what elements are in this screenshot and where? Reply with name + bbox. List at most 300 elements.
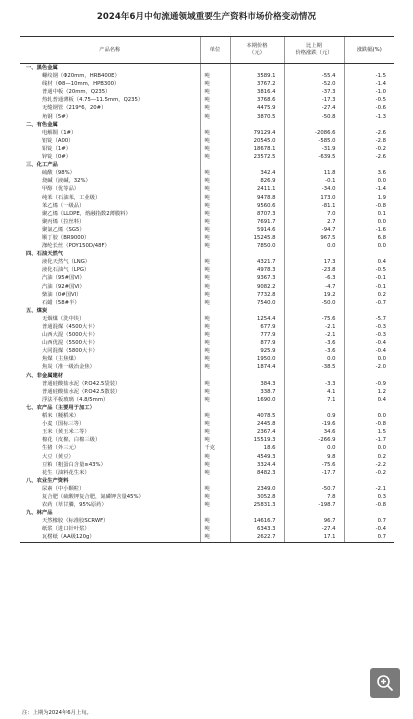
pct-cell: [344, 509, 394, 517]
pct-cell: -0.4: [344, 339, 394, 347]
unit-cell: 吨: [200, 72, 230, 80]
pct-cell: 6.8: [344, 234, 394, 242]
table-row: [20, 226, 394, 234]
pct-cell: -0.2: [344, 469, 394, 477]
change-cell: -2.1: [284, 323, 344, 331]
pct-cell: -0.8: [344, 501, 394, 509]
header-product: 产品名称: [20, 37, 200, 64]
table-row: [20, 283, 394, 291]
price-cell: [230, 121, 284, 129]
unit-cell: [200, 477, 230, 485]
table-row: [20, 331, 394, 339]
unit-cell: [200, 509, 230, 517]
product-name: 焦煤（主焦煤）: [42, 356, 80, 363]
product-name: 无烟煤（洗中块）: [42, 315, 85, 322]
change-cell: [284, 307, 344, 315]
pct-cell: -0.8: [344, 202, 394, 210]
pct-cell: 0.4: [344, 396, 394, 404]
table-row: [20, 453, 394, 461]
unit-cell: 吨: [200, 388, 230, 396]
product-name: 尿素（中小颗粒）: [42, 485, 85, 492]
product-name: 一、黑色金属: [26, 65, 58, 71]
product-name: 二、有色金属: [26, 121, 58, 128]
product-name: 甲醇（优等品）: [42, 186, 80, 193]
change-cell: [284, 477, 344, 485]
unit-cell: 吨: [200, 266, 230, 274]
table-row: [20, 501, 394, 509]
table-row: [20, 380, 394, 388]
product-name: 五、煤炭: [26, 307, 48, 314]
pct-cell: -0.1: [344, 283, 394, 291]
product-name: 普通硅酸盐水泥（P.O42.5散装）: [42, 388, 121, 395]
product-name: 棉花（皮棉，白棉三级）: [42, 437, 101, 444]
change-cell: -27.4: [284, 104, 344, 112]
change-cell: -266.9: [284, 436, 344, 444]
table-row: [20, 137, 394, 145]
price-cell: 20545.0: [230, 137, 284, 145]
pct-cell: -2.6: [344, 129, 394, 137]
table-row: [20, 177, 394, 185]
section-row: [20, 250, 394, 258]
unit-cell: [200, 64, 230, 73]
price-cell: 3324.4: [230, 461, 284, 469]
change-cell: 2.7: [284, 218, 344, 226]
pct-cell: -2.0: [344, 363, 394, 371]
unit-cell: 吨: [200, 469, 230, 477]
price-cell: [230, 477, 284, 485]
table-row: [20, 420, 394, 428]
change-cell: -639.5: [284, 153, 344, 161]
price-cell: 9367.3: [230, 274, 284, 282]
price-cell: 4078.5: [230, 412, 284, 420]
change-cell: -37.3: [284, 88, 344, 96]
pct-cell: -0.7: [344, 299, 394, 307]
change-cell: -34.0: [284, 185, 344, 193]
table-row: [20, 129, 394, 137]
price-cell: 7850.0: [230, 242, 284, 250]
section-row: [20, 64, 394, 73]
product-name: 苯乙烯（一级品）: [42, 202, 85, 209]
pct-cell: -1.3: [344, 113, 394, 121]
change-cell: -17.7: [284, 469, 344, 477]
zoom-in-button[interactable]: [370, 668, 400, 698]
table-row: [20, 412, 394, 420]
table-row: [20, 242, 394, 250]
change-cell: [284, 509, 344, 517]
table-row: [20, 517, 394, 525]
pct-cell: 0.0: [344, 242, 394, 250]
pct-cell: -0.3: [344, 331, 394, 339]
product-name: 九、林产品: [26, 510, 53, 517]
price-cell: 14616.7: [230, 517, 284, 525]
change-cell: 0.0: [284, 355, 344, 363]
header-unit: 单位: [200, 37, 230, 64]
pct-cell: -0.4: [344, 525, 394, 533]
price-cell: 3870.5: [230, 113, 284, 121]
pct-cell: -0.4: [344, 347, 394, 355]
table-row: [20, 533, 394, 542]
unit-cell: 吨: [200, 129, 230, 137]
change-cell: 0.0: [284, 242, 344, 250]
price-cell: 826.9: [230, 177, 284, 185]
unit-cell: 吨: [200, 218, 230, 226]
pct-cell: 0.1: [344, 210, 394, 218]
price-cell: [230, 509, 284, 517]
change-cell: 9.8: [284, 453, 344, 461]
change-cell: -50.7: [284, 485, 344, 493]
table-row: [20, 323, 394, 331]
unit-cell: 吨: [200, 258, 230, 266]
change-cell: -2086.6: [284, 129, 344, 137]
unit-cell: 吨: [200, 420, 230, 428]
price-cell: 777.9: [230, 331, 284, 339]
pct-cell: -1.0: [344, 88, 394, 96]
product-name: 聚氯乙烯（SG5）: [42, 226, 85, 233]
price-cell: 79129.4: [230, 129, 284, 137]
zoom-in-icon: [376, 674, 394, 692]
pct-cell: [344, 372, 394, 380]
table-row: [20, 469, 394, 477]
price-cell: 8482.3: [230, 469, 284, 477]
price-cell: 1874.4: [230, 363, 284, 371]
product-name: 山西优混（5500大卡）: [42, 340, 98, 347]
change-cell: -50.0: [284, 299, 344, 307]
section-row: [20, 307, 394, 315]
unit-cell: 吨: [200, 210, 230, 218]
change-cell: [284, 250, 344, 258]
table-row: [20, 210, 394, 218]
table-row: [20, 185, 394, 193]
price-cell: 338.7: [230, 388, 284, 396]
price-cell: 4549.3: [230, 453, 284, 461]
change-cell: -0.1: [284, 177, 344, 185]
product-name: 线材（Φ8—10mm，HPB300）: [42, 81, 120, 88]
unit-cell: 吨: [200, 137, 230, 145]
unit-cell: 吨: [200, 347, 230, 355]
price-cell: 677.9: [230, 323, 284, 331]
change-cell: -52.0: [284, 80, 344, 88]
unit-cell: 吨: [200, 145, 230, 153]
product-name: 浮法平板玻璃（4.8/5mm）: [42, 396, 109, 403]
unit-cell: 吨: [200, 242, 230, 250]
product-name: 花生（油料花生米）: [42, 469, 90, 476]
change-cell: 967.5: [284, 234, 344, 242]
product-name: 硫酸（98%）: [42, 170, 75, 177]
product-name: 豆粕（粗蛋白含量≥43%）: [42, 461, 106, 468]
unit-cell: 吨: [200, 153, 230, 161]
product-name: 纸浆（进口针叶浆）: [42, 526, 90, 533]
price-cell: 18678.1: [230, 145, 284, 153]
table-row: [20, 485, 394, 493]
change-cell: 17.1: [284, 533, 344, 542]
price-cell: 7732.8: [230, 291, 284, 299]
table-row: [20, 355, 394, 363]
price-cell: 3589.1: [230, 72, 284, 80]
unit-cell: 吨: [200, 283, 230, 291]
price-cell: 6343.3: [230, 525, 284, 533]
price-cell: 2411.1: [230, 185, 284, 193]
pct-cell: -0.3: [344, 323, 394, 331]
product-name: 玉米（黄玉米二等）: [42, 429, 90, 436]
product-name: 角钢（5#）: [42, 113, 71, 120]
unit-cell: 吨: [200, 339, 230, 347]
pct-cell: 0.7: [344, 517, 394, 525]
unit-cell: 吨: [200, 177, 230, 185]
table-row: [20, 525, 394, 533]
table-row: [20, 234, 394, 242]
product-name: 普通硅酸盐水泥（P.O42.5袋装）: [42, 380, 121, 387]
price-cell: [230, 64, 284, 73]
price-cell: 7540.0: [230, 299, 284, 307]
product-name: 七、农产品（主要用于加工）: [26, 404, 95, 411]
pct-cell: -0.5: [344, 266, 394, 274]
table-row: [20, 169, 394, 177]
table-row: [20, 113, 394, 121]
unit-cell: 吨: [200, 331, 230, 339]
pct-cell: -0.8: [344, 420, 394, 428]
price-cell: 384.3: [230, 380, 284, 388]
change-cell: -75.6: [284, 461, 344, 469]
change-cell: 17.3: [284, 258, 344, 266]
product-name: 大豆（黄豆）: [42, 453, 74, 460]
product-name: 柴油（0#国VI）: [42, 291, 82, 298]
price-cell: 3816.4: [230, 88, 284, 96]
change-cell: -3.6: [284, 347, 344, 355]
unit-cell: 吨: [200, 80, 230, 88]
pct-cell: -2.2: [344, 461, 394, 469]
price-cell: 23572.5: [230, 153, 284, 161]
unit-cell: 吨: [200, 533, 230, 542]
table-row: [20, 202, 394, 210]
change-cell: [284, 404, 344, 412]
unit-cell: 吨: [200, 428, 230, 436]
pct-cell: -1.7: [344, 436, 394, 444]
unit-cell: 吨: [200, 88, 230, 96]
change-cell: -31.9: [284, 145, 344, 153]
change-cell: -585.0: [284, 137, 344, 145]
price-cell: 8707.3: [230, 210, 284, 218]
product-name: 焦炭（准一级冶金焦）: [42, 364, 95, 371]
product-name: 石蜡（58#半）: [42, 299, 80, 306]
change-cell: 4.1: [284, 388, 344, 396]
table-row: [20, 428, 394, 436]
unit-cell: [200, 307, 230, 315]
price-cell: 18.6: [230, 444, 284, 452]
pct-cell: [344, 404, 394, 412]
product-name: 生猪（外三元）: [42, 445, 80, 452]
product-name: 液化石油气（LPG）: [42, 267, 90, 274]
change-cell: [284, 121, 344, 129]
pct-cell: [344, 307, 394, 315]
price-cell: [230, 404, 284, 412]
price-cell: 3767.2: [230, 80, 284, 88]
table-row: [20, 153, 394, 161]
table-row: [20, 315, 394, 323]
pct-cell: 0.0: [344, 444, 394, 452]
table-row: [20, 218, 394, 226]
price-cell: 15245.8: [230, 234, 284, 242]
product-name: 聚乙烯（LLDPE，熔融指数2薄膜料）: [42, 210, 131, 217]
product-name: 瓦楞纸（AA级120g）: [20, 533, 200, 542]
pct-cell: [344, 121, 394, 129]
price-cell: 9560.6: [230, 202, 284, 210]
table-row: [20, 274, 394, 282]
change-cell: -27.4: [284, 525, 344, 533]
unit-cell: 吨: [200, 501, 230, 509]
header-price: 本期价格 （元）: [230, 37, 284, 64]
product-name: 汽油（95#国VI）: [42, 275, 85, 282]
change-cell: [284, 161, 344, 169]
product-name: 山西大混（5000大卡）: [42, 332, 98, 339]
unit-cell: 吨: [200, 436, 230, 444]
page-title: 2024年6月中旬流通领域重要生产资料市场价格变动情况: [96, 12, 317, 22]
unit-cell: [200, 121, 230, 129]
pct-cell: 1.2: [344, 388, 394, 396]
price-cell: 1254.4: [230, 315, 284, 323]
price-cell: 3768.6: [230, 96, 284, 104]
product-name: 六、非金属建材: [26, 372, 64, 379]
pct-cell: -5.7: [344, 315, 394, 323]
pct-cell: 0.0: [344, 218, 394, 226]
table-row: [20, 80, 394, 88]
pct-cell: -0.6: [344, 104, 394, 112]
price-cell: [230, 372, 284, 380]
change-cell: -55.4: [284, 72, 344, 80]
unit-cell: 吨: [200, 493, 230, 501]
product-name: 普通混煤（4500大卡）: [42, 324, 98, 330]
pct-cell: -0.2: [344, 145, 394, 153]
pct-cell: 0.0: [344, 355, 394, 363]
change-cell: [284, 64, 344, 73]
price-table: [20, 36, 394, 543]
change-cell: [284, 372, 344, 380]
table-row: [20, 291, 394, 299]
table-row: [20, 258, 394, 266]
unit-cell: 吨: [200, 412, 230, 420]
table-body: [20, 64, 394, 543]
product-name: 顺丁胶（BR9000）: [42, 234, 90, 241]
unit-cell: 吨: [200, 194, 230, 202]
table-row: [20, 339, 394, 347]
pct-cell: [344, 161, 394, 169]
unit-cell: 吨: [200, 363, 230, 371]
pct-cell: 0.2: [344, 453, 394, 461]
product-name: 锌锭（0#）: [42, 154, 71, 161]
price-cell: 9082.2: [230, 283, 284, 291]
table-row: [20, 396, 394, 404]
change-cell: -81.1: [284, 202, 344, 210]
footnote: 注：上期为2024年6月上旬。: [22, 710, 92, 716]
price-cell: 2367.4: [230, 428, 284, 436]
change-cell: -94.7: [284, 226, 344, 234]
product-name: 纯苯（石油苯，工业级）: [42, 194, 101, 201]
pct-cell: -1.5: [344, 72, 394, 80]
table-header-row: [20, 37, 394, 64]
change-cell: -38.5: [284, 363, 344, 371]
table-row: [20, 266, 394, 274]
table-row: [20, 104, 394, 112]
pct-cell: 0.2: [344, 291, 394, 299]
change-cell: 11.8: [284, 169, 344, 177]
change-cell: 34.6: [284, 428, 344, 436]
table-row: [20, 493, 394, 501]
change-cell: 7.8: [284, 493, 344, 501]
pct-cell: -2.1: [344, 485, 394, 493]
section-row: [20, 121, 394, 129]
section-row: [20, 404, 394, 412]
unit-cell: 吨: [200, 461, 230, 469]
section-row: [20, 372, 394, 380]
unit-cell: 吨: [200, 202, 230, 210]
product-name: 农药（草甘膦，95%原药）: [42, 502, 107, 509]
pct-cell: -1.6: [344, 226, 394, 234]
unit-cell: 吨: [200, 355, 230, 363]
unit-cell: 千克: [200, 444, 230, 452]
price-cell: 2445.8: [230, 420, 284, 428]
product-name: 复合肥（硫酸钾复合肥，氮磷钾含量45%）: [42, 493, 144, 500]
change-cell: -198.7: [284, 501, 344, 509]
unit-cell: 吨: [200, 323, 230, 331]
change-cell: -6.3: [284, 274, 344, 282]
product-name: 铝锭（A00）: [42, 137, 74, 144]
table-row: [20, 461, 394, 469]
change-cell: -75.6: [284, 315, 344, 323]
price-cell: 7691.7: [230, 218, 284, 226]
price-cell: [230, 250, 284, 258]
change-cell: 19.2: [284, 291, 344, 299]
unit-cell: 吨: [200, 113, 230, 121]
price-cell: 15519.3: [230, 436, 284, 444]
change-cell: 7.1: [284, 396, 344, 404]
price-cell: 2622.7: [230, 533, 284, 542]
table-row: [20, 388, 394, 396]
change-cell: -50.8: [284, 113, 344, 121]
price-cell: 4475.9: [230, 104, 284, 112]
unit-cell: [200, 250, 230, 258]
change-cell: -19.6: [284, 420, 344, 428]
section-row: [20, 161, 394, 169]
pct-cell: 0.0: [344, 412, 394, 420]
product-name: 普通中板（20mm，Q235）: [42, 89, 111, 96]
pct-cell: -2.8: [344, 137, 394, 145]
pct-cell: 3.6: [344, 169, 394, 177]
table-row: [20, 72, 394, 80]
unit-cell: [200, 372, 230, 380]
change-cell: 0.0: [284, 444, 344, 452]
price-cell: 5914.6: [230, 226, 284, 234]
unit-cell: 吨: [200, 396, 230, 404]
pct-cell: 1.9: [344, 194, 394, 202]
product-name: 热轧普通薄板（4.75—11.5mm，Q235）: [42, 97, 144, 104]
product-name: 液化天然气（LNG）: [42, 259, 91, 266]
product-name: 铅锭（1#）: [42, 145, 71, 152]
change-cell: -3.3: [284, 380, 344, 388]
unit-cell: 吨: [200, 453, 230, 461]
table-row: [20, 88, 394, 96]
pct-cell: 0.0: [344, 177, 394, 185]
unit-cell: 吨: [200, 234, 230, 242]
pct-cell: -1.4: [344, 80, 394, 88]
unit-cell: 吨: [200, 517, 230, 525]
unit-cell: 吨: [200, 299, 230, 307]
product-name: 大同混煤（5800大卡）: [42, 348, 98, 355]
pct-cell: -0.1: [344, 274, 394, 282]
price-cell: 2349.0: [230, 485, 284, 493]
product-name: 聚丙烯（拉丝料）: [42, 218, 85, 225]
table-row: [20, 299, 394, 307]
header-pct: 涨跌幅(%): [344, 37, 394, 64]
table-row: [20, 444, 394, 452]
